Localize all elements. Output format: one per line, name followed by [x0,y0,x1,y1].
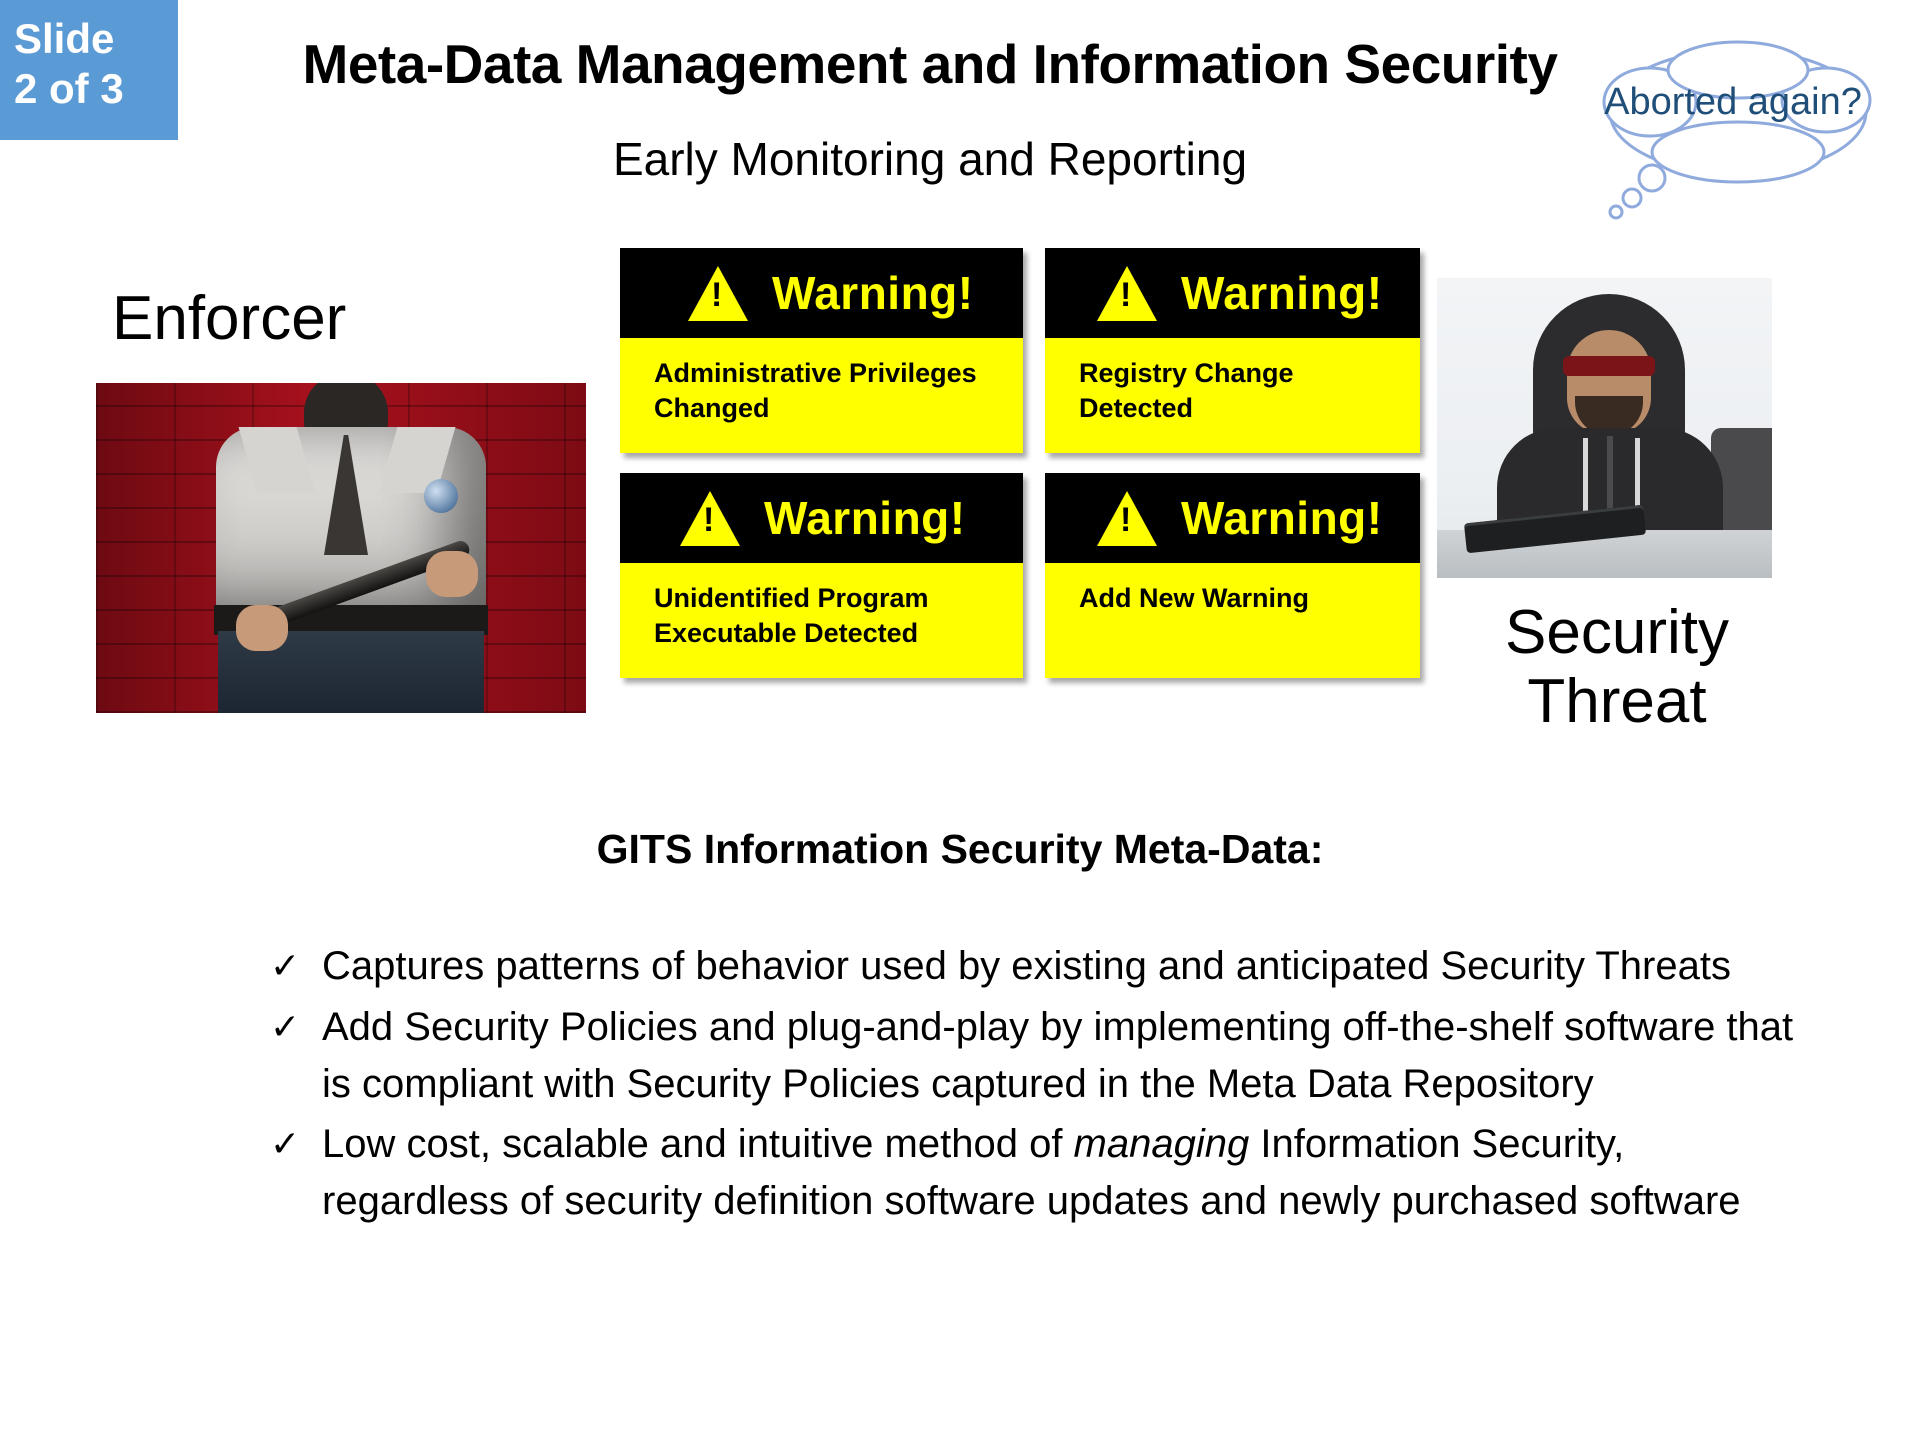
warning-card-title: Warning! [772,267,974,319]
list-item-text-pre: Low cost, scalable and intuitive method of [322,1122,1074,1167]
list-item [270,1116,1810,1230]
page-subtitle: Early Monitoring and Reporting [612,133,1248,185]
warning-triangle-icon [1097,491,1157,546]
warning-card-body: Unidentified Program Executable Detected [654,583,929,648]
warning-card-body: Add New Warning [1079,583,1309,614]
security-threat-label: Security Threat [1505,598,1729,737]
slide-badge-line2: 2 of 3 [14,64,124,112]
list-item-text-composite [322,1116,1810,1230]
slide-number-badge [0,0,178,140]
list-item-text: Captures patterns of behavior used by existing and anticipated Security Threats [322,944,1731,988]
warning-card-title: Warning! [764,492,966,545]
enforcer-label: Enforcer [112,284,347,353]
hooded-hacker-photo [1437,278,1772,578]
checkmark-icon: ✓ [270,1123,301,1165]
warning-triangle-icon [680,491,740,546]
list-item-text-post: Information Security, regardless of security definition software updates and newly purchased software [322,1122,1741,1224]
guard-badge-icon [424,479,458,513]
meta-data-heading: GITS Information Security Meta-Data: [596,826,1324,872]
guard-hand-left [236,605,288,651]
page-title: Meta-Data Management and Information Security [302,33,1558,95]
checkmark-icon: ✓ [270,1005,301,1047]
warning-card-header [1045,473,1420,563]
thought-bubble-text: Aborted again? [1604,81,1862,123]
warning-card-body: Administrative Privileges Changed [654,358,977,423]
list-item-text: Add Security Policies and plug-and-play by implementing off-the-shelf software that is compliant with Security Policies captured in the Meta Data Repository [322,1004,1794,1106]
warning-card-title: Warning! [1181,267,1383,319]
warning-card-body: Registry Change Detected [1079,358,1294,423]
list-item [270,938,1810,995]
warning-triangle-icon [1097,266,1157,321]
list-item [270,999,1810,1113]
warning-triangle-icon [688,266,748,321]
security-guard-photo [96,383,586,713]
thought-bubble [1588,40,1878,225]
slide-badge-line1: Slide [14,15,115,62]
thought-bubble-icon [1588,40,1878,225]
warning-card-header [1045,248,1420,338]
warning-card[interactable] [620,248,1023,453]
warning-card[interactable] [1045,248,1420,453]
hoodie-string-right [1635,438,1640,512]
list-item-text-emphasis: managing [1073,1122,1250,1167]
warning-card-header [620,248,1023,338]
guard-hand-right [426,551,478,597]
warning-card-title: Warning! [1181,492,1383,545]
warning-card[interactable] [620,473,1023,678]
warning-boxes-group [620,248,1420,678]
meta-data-bullet-list [270,938,1810,1234]
add-new-warning-card[interactable] [1045,473,1420,678]
checkmark-icon: ✓ [270,945,301,986]
hoodie-string-left [1583,438,1588,512]
warning-card-header [620,473,1023,563]
sunglasses-icon [1563,356,1655,376]
